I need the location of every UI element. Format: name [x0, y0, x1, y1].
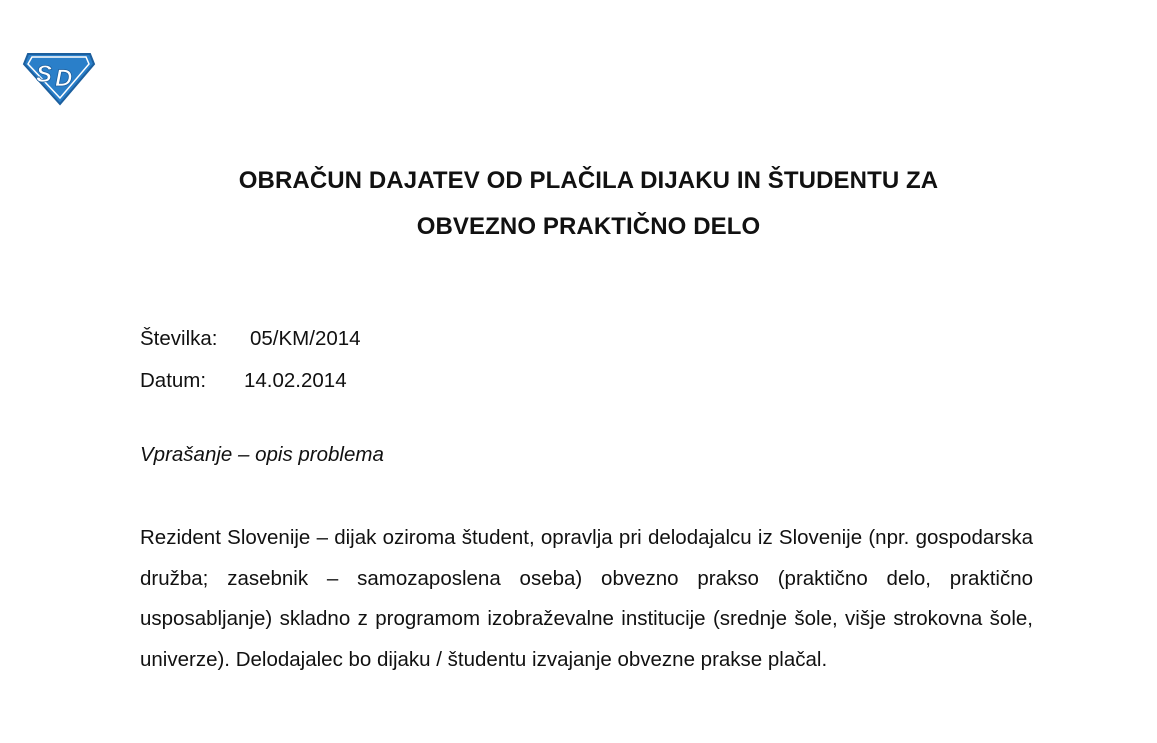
- document-meta: [140, 318, 361, 402]
- body-paragraph: Rezident Slovenije – dijak oziroma študent, opravlja pri delodajalcu iz Slovenije (npr. gospodarska družba; zasebnik – samozaposlena oseba) obvezno prakso (praktično delo, praktično usposabljanje) skladno z programom izobraževalne institucije (srednje šole, višje strokovna šole, univerze). Delodajalec bo dijaku / študentu izvajanje obvezne prakse plačal.: [140, 526, 1033, 671]
- number-label: Številka:: [140, 327, 218, 350]
- document-title: [0, 158, 1157, 250]
- title-line-1: OBRAČUN DAJATEV OD PLAČILA DIJAKU IN ŠTUDENTU ZA: [238, 167, 939, 194]
- date-row: [140, 360, 361, 402]
- date-label: Datum:: [140, 369, 207, 392]
- svg-text:S: S: [36, 61, 53, 88]
- date-value: 14.02.2014: [244, 369, 347, 392]
- sd-logo-icon: [22, 48, 96, 106]
- number-row: [140, 318, 361, 360]
- svg-text:D: D: [55, 65, 73, 92]
- title-line-2: OBVEZNO PRAKTIČNO DELO: [416, 213, 761, 240]
- question-heading: Vprašanje – opis problema: [140, 443, 384, 466]
- number-value: 05/KM/2014: [250, 327, 361, 350]
